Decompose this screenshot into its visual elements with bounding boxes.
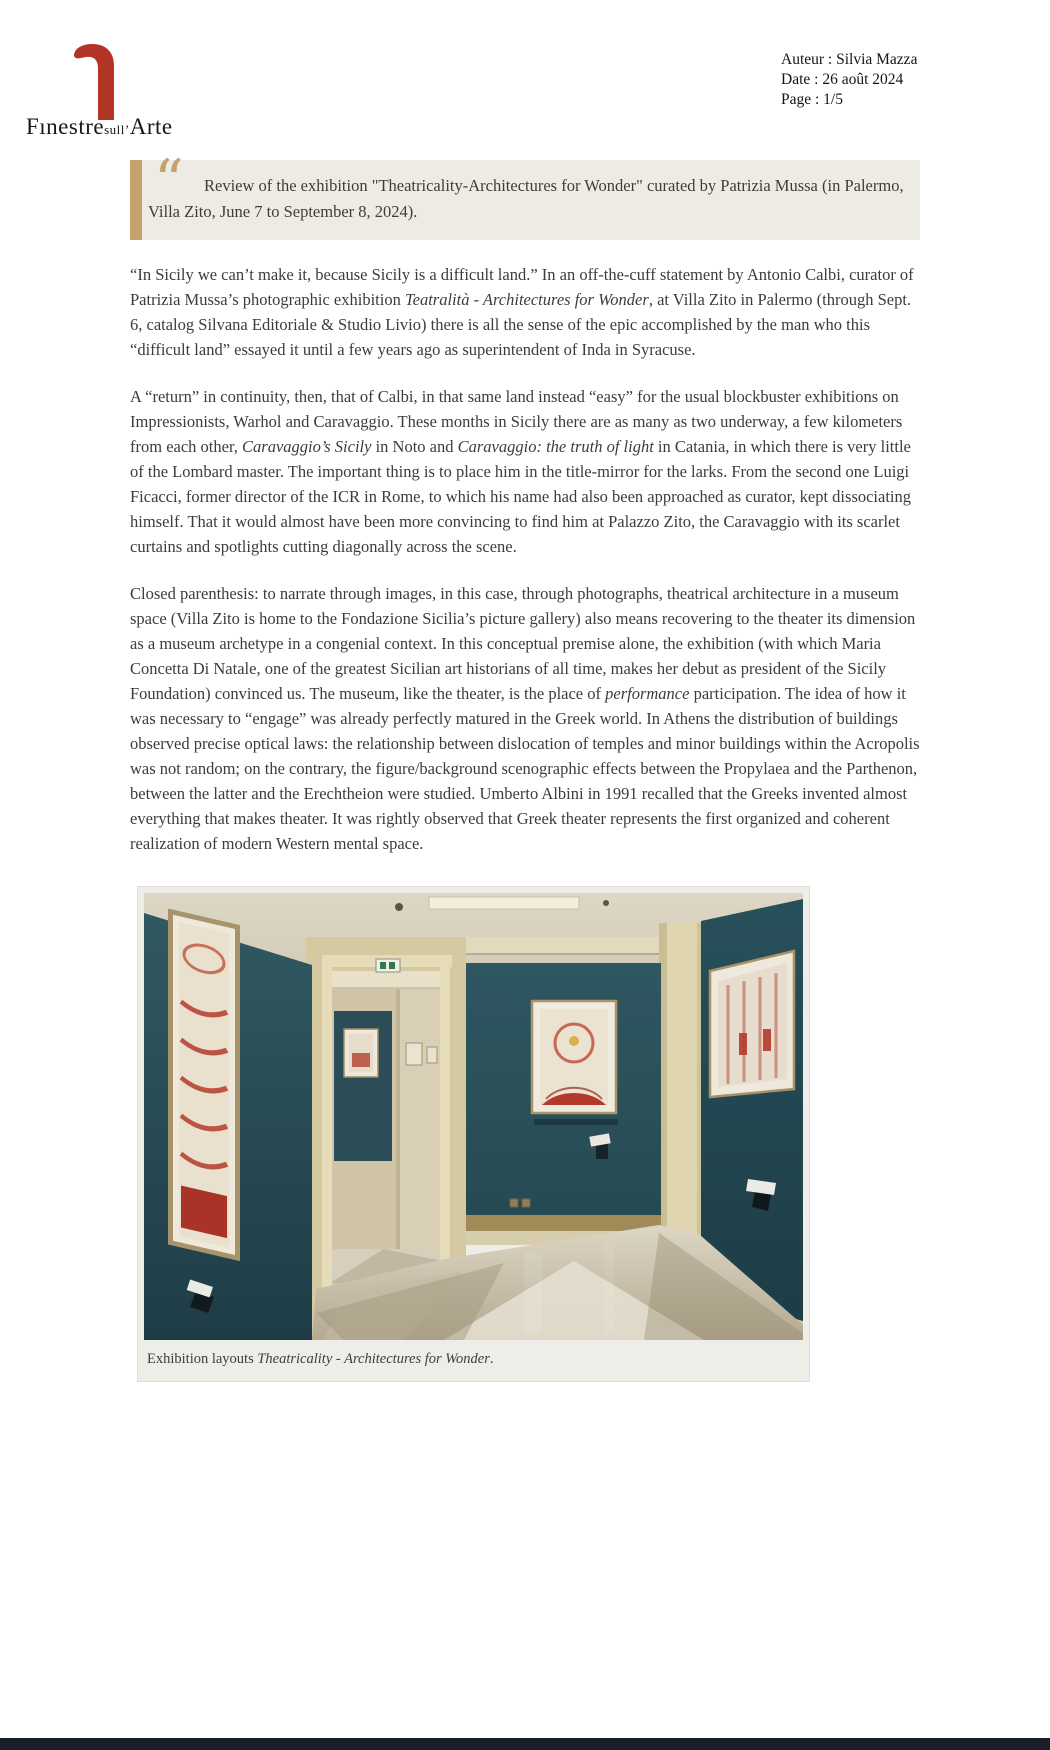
exit-sign	[376, 959, 400, 972]
artwork-left	[168, 909, 240, 1262]
brand-name	[26, 114, 173, 140]
open-quote-icon: “	[154, 147, 184, 215]
brand-name-mid: sull’	[104, 122, 130, 137]
figure-caption: Exhibition layouts Theatricality - Architectures for Wonder.	[147, 1351, 494, 1367]
brand-logo	[26, 30, 196, 139]
brand-bracket-icon	[70, 42, 116, 120]
paragraph: A “return” in continuity, then, that of Calbi, in that same land instead “easy” for the usual blockbuster exhibitions on Impressionists, Warhol and Caravaggio. These months in Sicily there are as many as two underway, a few kilometers from each other, Caravaggio’s Sicily in Noto and Caravaggio: the truth of light in Catania, in which there is very little of the Lombard master. The important thing is to place him in the title-mirror for the larks. From the second one Luigi Ficacci, former director of the ICR in Rome, to which his name had also been approached as curator, kept dissociating himself. That it would almost have been more convincing to find him at Palazzo Zito, the Caravaggio with its scarlet curtains and spotlights cutting diagonally across the scene.	[130, 387, 912, 556]
meta-date: Date : 26 août 2024	[781, 71, 904, 88]
brand-name-tail: Arte	[129, 114, 173, 139]
article-column	[130, 147, 920, 1382]
meta-author: Auteur : Silvia Mazza	[781, 51, 918, 68]
quote-text: Review of the exhibition "Theatricality-Architectures for Wonder" curated by Patrizia Mussa (in Palermo, Villa Zito, June 7 to September 8, 2024).	[148, 176, 904, 221]
article-body	[130, 262, 920, 856]
exhibition-photo	[144, 893, 803, 1340]
brand-name-main: Fınestre	[26, 114, 105, 139]
artwork-right	[710, 951, 794, 1097]
figure	[137, 886, 810, 1382]
artwork-center	[532, 1001, 618, 1125]
document-meta	[781, 50, 917, 110]
paragraph: “In Sicily we can’t make it, because Sicily is a difficult land.” In an off-the-cuff statement by Antonio Calbi, curator of Patrizia Mussa’s photographic exhibition Teatralità - Architectures for Wonder, at Villa Zito in Palermo (through Sept. 6, catalog Silvana Editoriale & Studio Livio) there is all the sense of the epic accomplished by the man who this “difficult land” essayed it until a few years ago as superintendent of Inda in Syracuse.	[130, 265, 914, 359]
footer-bar	[0, 1738, 1050, 1750]
quote-block	[130, 147, 920, 240]
artwork-inner	[344, 1029, 378, 1077]
meta-page-number: Page : 1/5	[781, 91, 843, 108]
paragraph: Closed parenthesis: to narrate through images, in this case, through photographs, theatrical architecture in a museum space (Villa Zito is home to the Fondazione Sicilia’s picture gallery) also means recovering to the theater its dimension as a museum archetype in a congenial context. In this conceptual premise alone, the exhibition (with which Maria Concetta Di Natale, one of the greatest Sicilian art historians of all time, makes her debut as president of the Sicily Foundation) convinced us. The museum, like the theater, is the place of performance participation. The idea of how it was necessary to “engage” was already perfectly matured in the Greek world. In Athens the distribution of buildings observed precise optical laws: the relationship between dislocation of temples and minor buildings within the Acropolis was not random; on the contrary, the figure/background scenographic effects between the Propylaea and the Parthenon, between the latter and the Erechtheion were studied. Umberto Albini in 1991 recalled that the Greeks invented almost everything that makes theater. It was rightly observed that Greek theater represents the first organized and coherent realization of modern Western mental space.	[130, 584, 920, 853]
